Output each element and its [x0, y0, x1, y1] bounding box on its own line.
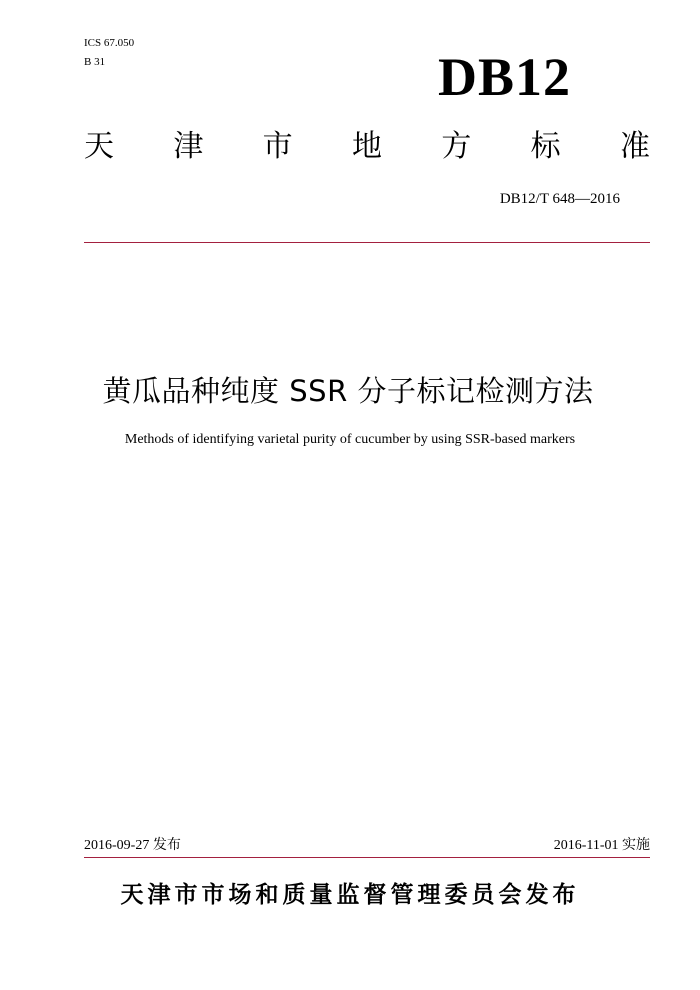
standard-type-char: 天 — [84, 129, 114, 164]
english-title: Methods of identifying varietal purity of cucumber by using SSR-based markers — [124, 432, 576, 447]
standard-type-char: 地 — [351, 129, 382, 164]
publisher-line: 天津市市场和质量监督管理委员会发布 — [120, 882, 580, 908]
ics-code: ICS 67.050 — [84, 37, 135, 49]
issue-date: 2016-09-27 发布 — [84, 838, 181, 853]
implementation-date: 2016-11-01 实施 — [553, 838, 650, 853]
standard-type-char: 标 — [530, 129, 561, 164]
standard-type-char: 津 — [173, 129, 204, 164]
top-divider — [84, 242, 650, 243]
ccs-code: B 31 — [84, 56, 106, 68]
standard-type-char: 市 — [262, 129, 293, 164]
bottom-divider — [84, 857, 650, 858]
chinese-title: 黄瓜品种纯度 SSR 分子标记检测方法 — [102, 374, 594, 408]
standard-type-char: 方 — [441, 129, 472, 164]
standard-type-char: 准 — [619, 129, 650, 164]
db-code-heading: DB12 — [438, 47, 572, 107]
standard-type-heading — [84, 128, 650, 166]
standard-number: DB12/T 648—2016 — [499, 191, 620, 207]
